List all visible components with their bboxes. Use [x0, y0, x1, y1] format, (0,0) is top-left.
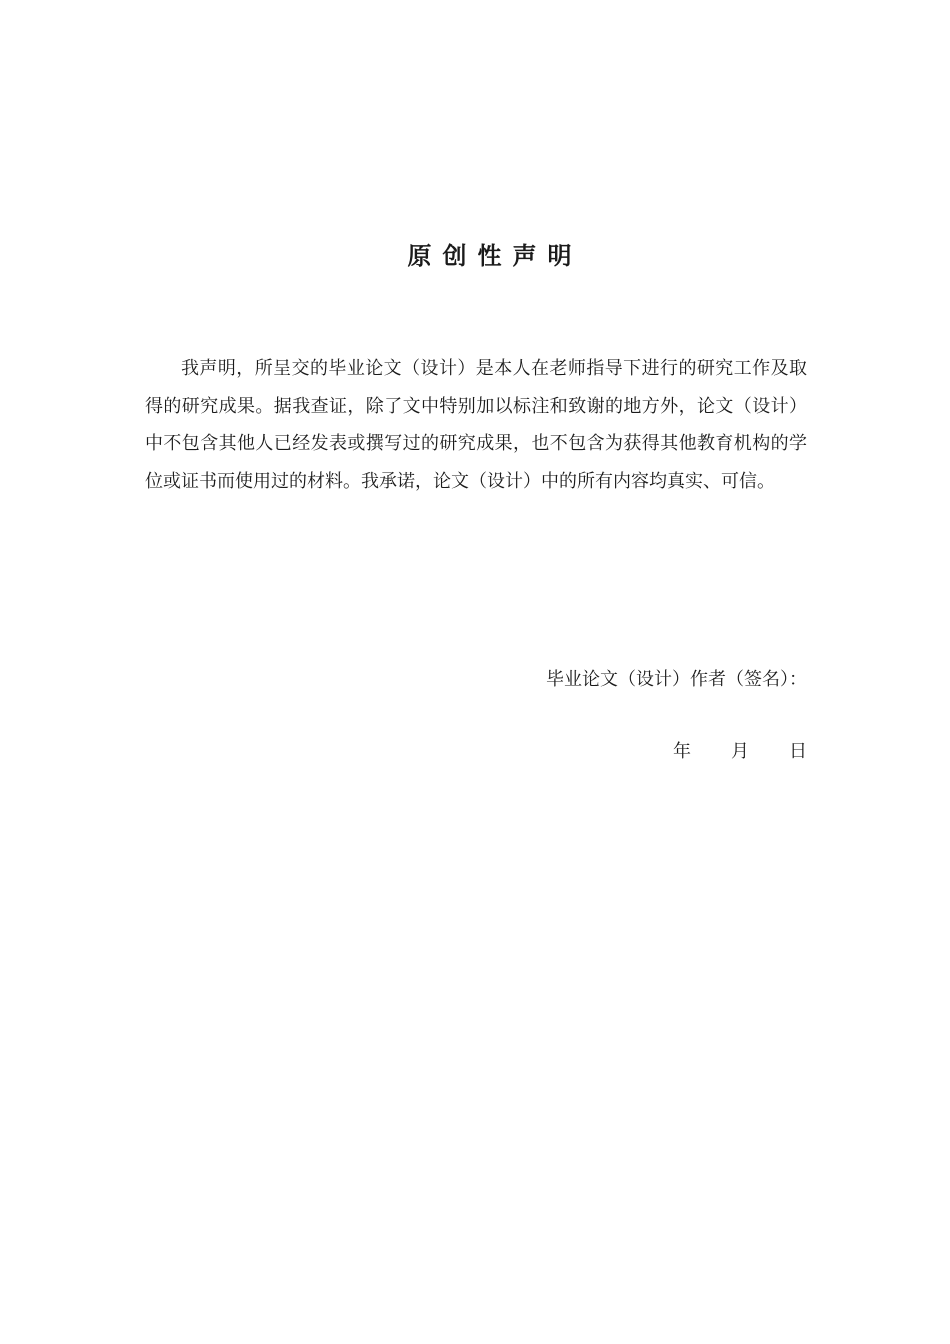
- date-line: [673, 736, 807, 768]
- year-label: 年: [673, 741, 691, 762]
- day-label: 日: [789, 741, 807, 762]
- month-label: 月: [731, 741, 749, 762]
- page-title: 原创性声明: [407, 242, 583, 270]
- signature-label: 毕业论文（设计）作者（签名）：: [546, 669, 807, 690]
- declaration-body: 我声明，所呈交的毕业论文（设计）是本人在老师指导下进行的研究工作及取得的研究成果。据我查证，除了文中特别加以标注和致谢的地方外，论文（设计）中不包含其他人已经发表或撰写过的研究成果，也不包含为获得其他教育机构的学位或证书而使用过的材料。我承诺，论文（设计）中的所有内容均真实、可信。: [145, 358, 807, 492]
